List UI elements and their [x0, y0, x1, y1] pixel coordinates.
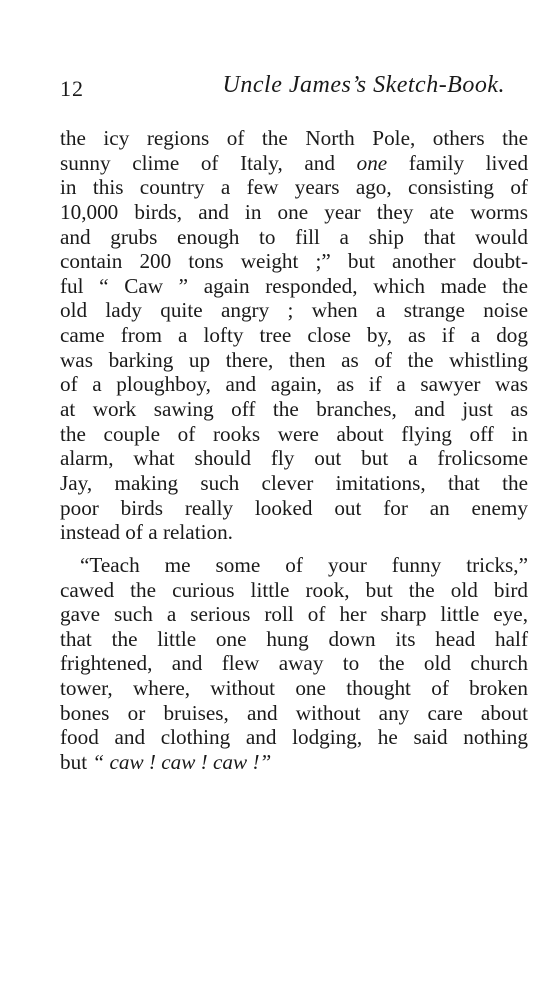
- text-line: in this country a few years ago, consisting of: [60, 175, 528, 200]
- text-line: of a ploughboy, and again, as if a sawyer was: [60, 372, 528, 397]
- page-header: [60, 70, 505, 106]
- emphasis-text: one: [356, 150, 388, 175]
- paragraph-gap: [60, 545, 528, 553]
- text-line: at work sawing off the branches, and just as: [60, 397, 528, 422]
- text-line: frightened, and flew away to the old church: [60, 651, 528, 676]
- body-text: [60, 126, 528, 775]
- text-line: ful “ Caw ” again responded, which made the: [60, 273, 528, 298]
- text-line: alarm, what should fly out but a frolicsome: [60, 446, 528, 471]
- text-segment: family lived: [408, 150, 529, 175]
- text-line: contain 200 tons weight ;” but another doubt-: [60, 249, 528, 274]
- text-segment: sunny clime of Italy, and: [60, 150, 335, 175]
- text-line: 10,000 birds, and in one year they ate worms: [60, 199, 528, 224]
- text-line: Jay, making such clever imitations, that the: [60, 470, 528, 495]
- page-number: 12: [60, 76, 84, 101]
- text-line: poor birds really looked out for an enemy: [60, 495, 528, 520]
- text-line: [60, 151, 528, 176]
- emphasis-text: “ caw ! caw ! caw !”: [92, 750, 272, 775]
- text-line: food and clothing and lodging, he said nothing: [60, 725, 528, 750]
- text-segment: but: [60, 750, 88, 775]
- paragraph-2: [60, 553, 528, 775]
- text-line: and grubs enough to fill a ship that would: [60, 224, 528, 249]
- text-line: gave such a serious roll of her sharp little eye,: [60, 602, 528, 627]
- text-line: bones or bruises, and without any care about: [60, 700, 528, 725]
- text-line: [60, 750, 528, 775]
- text-line: old lady quite angry ; when a strange noise: [60, 298, 528, 323]
- text-line: “Teach me some of your funny tricks,”: [80, 552, 528, 577]
- text-line: cawed the curious little rook, but the old bird: [60, 577, 528, 602]
- text-line: the icy regions of the North Pole, others the: [60, 126, 528, 150]
- text-line: came from a lofty tree close by, as if a dog: [60, 323, 528, 348]
- text-line: was barking up there, then as of the whistling: [60, 347, 528, 372]
- text-line: the couple of rooks were about flying off in: [60, 421, 528, 446]
- paragraph-1: [60, 126, 528, 545]
- text-line: tower, where, without one thought of broken: [60, 676, 528, 701]
- text-line: that the little one hung down its head half: [60, 626, 528, 651]
- text-line: instead of a relation.: [60, 520, 233, 545]
- running-title: Uncle James’s Sketch-Book.: [222, 72, 505, 98]
